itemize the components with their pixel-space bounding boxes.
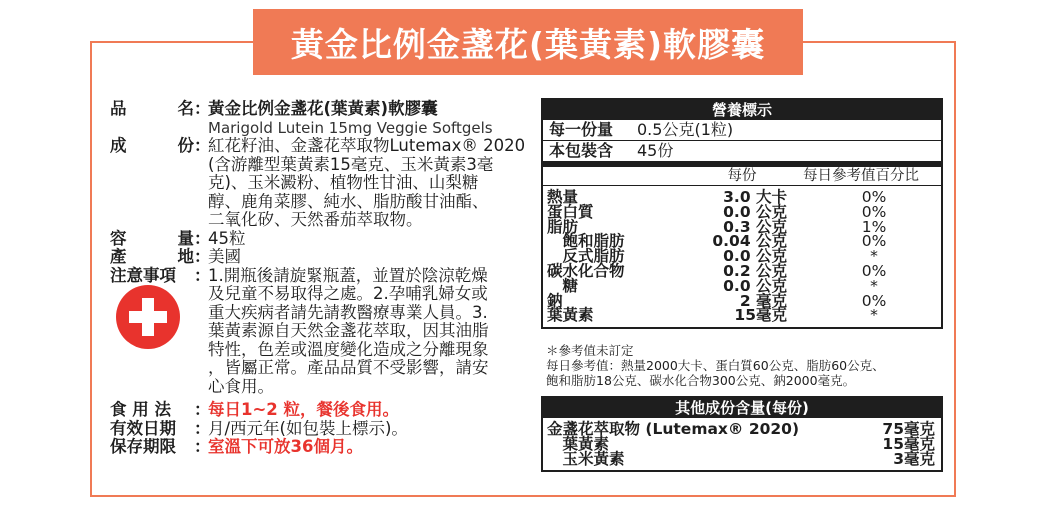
nutrient-value: 15毫克 [734, 306, 787, 325]
nutrient-name: 蛋白質 [547, 202, 594, 221]
storage-label: 保存期限 [110, 437, 176, 456]
product-title-banner: 黃金比例金盞花(葉黃素)軟膠囊 [253, 9, 803, 75]
nutrient-name: 飽和脂肪 [547, 232, 625, 251]
other-name: 玉米黃素 [547, 449, 625, 468]
nutrition-rows [543, 186, 941, 327]
nutrient-name: 葉黃素 [547, 306, 594, 325]
other-value: 75毫克 [882, 420, 935, 438]
nutrient-value: 0.0 公克 [723, 247, 787, 266]
nutrition-notes: ＊參考值未訂定 每日參考值：熱量2000大卡、蛋白質60公克、脂肪60公克、 飽和脂肪18公克、碳水化合物300公克、鈉2000毫克。 [546, 343, 885, 388]
other-name: 葉黃素 [547, 434, 610, 453]
nutrition-header: 營養標示 [543, 100, 941, 120]
nutrient-value: 0.3 公克 [723, 217, 787, 236]
nutrient-name: 鈉 [547, 291, 563, 310]
nutrition-column-headers: 每份 每日參考值百分比 [543, 167, 941, 186]
nutrient-value: 0.0 公克 [723, 202, 787, 221]
nutrition-table [541, 98, 943, 329]
nutrient-value: 0.0 公克 [723, 276, 787, 295]
ingredients-value: 紅花籽油、金盞花萃取物Lutemax® 2020 (含游離型葉黃素15毫克、玉米黃素3毫 克)、玉米澱粉、植物性甘油、山梨糖 醇、鹿角菜膠、純水、脂肪酸甘油酯、 二氧化矽、天然番茄萃取物。 [208, 136, 526, 229]
storage-value: 室溫下可放36個月。 [208, 437, 363, 456]
nutrient-daily-pct: 0% [861, 232, 887, 251]
nutrient-values [697, 190, 787, 323]
other-value: 15毫克 [882, 434, 935, 453]
other-values [855, 422, 935, 466]
volume-value: 45粒 [208, 228, 246, 248]
nutrient-daily-pct: 1% [861, 217, 887, 236]
serving-row: 每一份量 0.5公克(1粒) [543, 120, 941, 141]
expiry-label: 有效日期 [110, 418, 176, 438]
usage-label: 食 用 法 [110, 400, 171, 419]
other-value: 3毫克 [893, 449, 935, 468]
nutrient-pcts [807, 190, 941, 323]
caution-label: 注意事項 [110, 265, 176, 285]
nutrient-value: 2 毫克 [739, 291, 787, 310]
nutrient-daily-pct: 0% [861, 188, 887, 206]
nutrient-value: 0.2 公克 [723, 261, 787, 280]
other-names [547, 422, 855, 466]
nutrient-daily-pct: 0% [861, 261, 887, 280]
origin-row: 產 地 ： 美國 [110, 248, 540, 267]
medical-cross-icon [116, 285, 180, 349]
nutrient-name: 反式脂肪 [547, 247, 625, 266]
nutrient-value: 3.0 大卡 [723, 188, 787, 206]
nutrient-name: 熱量 [547, 188, 579, 206]
other-name: 金盞花萃取物 (Lutemax® 2020) [547, 420, 800, 438]
storage-row: 保存期限 ： 室溫下可放36個月。 [110, 438, 540, 457]
nutrient-daily-pct: 0% [861, 202, 887, 221]
product-name-en: Marigold Lutein 15mg Veggie Softgels [208, 118, 493, 137]
usage-row: 食 用 法 ： 每日1~2 粒，餐後食用。 [110, 401, 540, 420]
servings-row: 本包裝含 45份 [549, 141, 674, 160]
nutrient-daily-pct: * [870, 276, 878, 295]
nutrient-value: 0.04 公克 [712, 232, 787, 251]
nutrient-name: 糖 [547, 276, 579, 295]
other-header: 其他成份含量(每份) [543, 398, 941, 418]
caution-row: 注意事項 ： 1.開瓶後請旋緊瓶蓋，並置於陰涼乾燥 及兒童不易取得之處。2.孕哺乳婦女或 重大疾病者請先請教醫療專業人員。3. 葉黃素源自天然金盞花萃取，因其油脂 特性，色差或溫度變化造成之分離現象 ，皆屬正常。產品品質不受影響，請安 心食用。 [110, 267, 540, 397]
nutrient-daily-pct: * [870, 306, 878, 325]
name-row: 品 名 ： 黃金比例金盞花(葉黃素)軟膠囊 Marigold Lutein 15mg Veggie Softgels [110, 100, 540, 137]
expiry-value: 月/西元年(如包裝上標示)。 [208, 418, 408, 438]
nutrient-daily-pct: 0% [861, 291, 887, 310]
ingredients-row: 成 份 ： 紅花籽油、金盞花萃取物Lutemax® 2020 (含游離型葉黃素15毫克、玉米黃素3毫 克)、玉米澱粉、植物性甘油、山梨糖 醇、鹿角菜膠、純水、脂肪酸甘油酯、 二氧化矽、天然番茄萃取物。 [110, 137, 540, 230]
usage-value: 每日1~2 粒，餐後食用。 [208, 400, 400, 419]
nutrient-name: 碳水化合物 [547, 261, 625, 280]
product-name: 黃金比例金盞花(葉黃素)軟膠囊 [208, 99, 438, 118]
other-ingredients-table [541, 396, 943, 472]
origin-value: 美國 [208, 247, 241, 266]
nutrient-daily-pct: * [870, 247, 878, 266]
nutrient-names [543, 190, 697, 323]
volume-row: 容 量 ： 45粒 [110, 230, 540, 249]
expiry-row: 有效日期 ： 月/西元年(如包裝上標示)。 [110, 420, 540, 439]
nutrient-name: 脂肪 [547, 217, 579, 236]
caution-value: 1.開瓶後請旋緊瓶蓋，並置於陰涼乾燥 及兒童不易取得之處。2.孕哺乳婦女或 重大疾病者請先請教醫療專業人員。3. 葉黃素源自天然金盞花萃取，因其油脂 特性，色差或溫度變化造成之分離現象 ，皆屬正常。產品品質不受影響，請安 心食用。 [208, 265, 489, 396]
product-info [110, 100, 540, 457]
